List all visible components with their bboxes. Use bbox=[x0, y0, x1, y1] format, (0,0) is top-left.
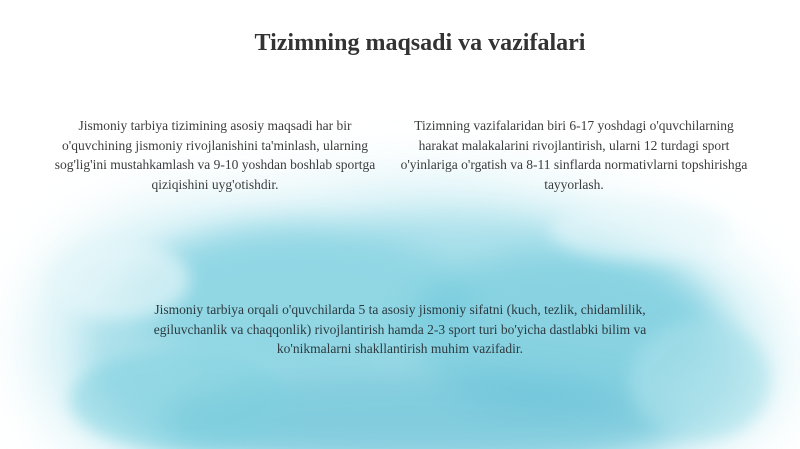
right-paragraph: Tizimning vazifalaridan biri 6-17 yoshdagi o'quvchilarning harakat malakalarini rivojlantirish, ularni 12 turdagi sport o'yinlariga o'rgatish va 8-11 sinflarda normativlarni topshirishga tayyorlash. bbox=[400, 118, 748, 192]
left-paragraph: Jismoniy tarbiya tizimining asosiy maqsadi har bir o'quvchining jismoniy rivojlanishini ta'minlash, ularning sog'lig'ini mustahkamlash va 9-10 yoshdan boshlab sportga qiziqishini uyg'otishdir. bbox=[54, 118, 376, 192]
slide-title: Tizimning maqsadi va vazifalari bbox=[254, 30, 586, 56]
bottom-paragraph: Jismoniy tarbiya orqali o'quvchilarda 5 ta asosiy jismoniy sifatni (kuch, tezlik, chidamlilik, egiluvchanlik va chaqqonlik) rivojlantirish hamda 2-3 sport turi bo'yicha dastlabki bilim va ko'nikmalarni shakllantirish muhim vazifadir. bbox=[153, 302, 647, 356]
